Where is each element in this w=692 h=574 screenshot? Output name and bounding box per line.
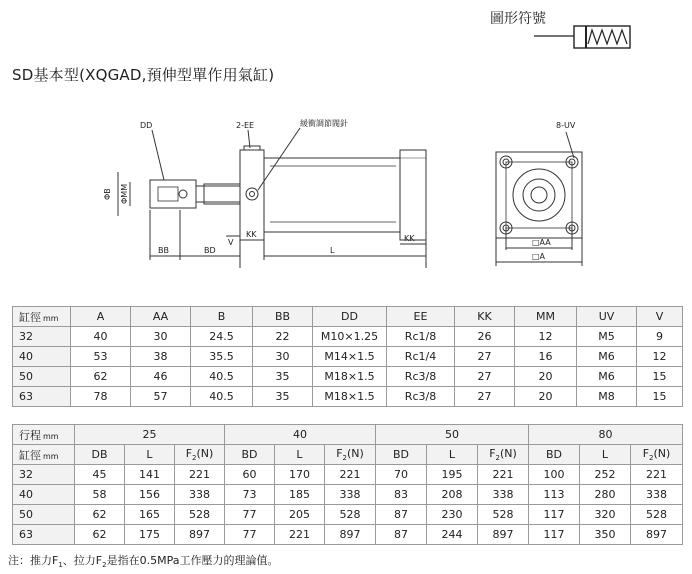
table-cell: 63 <box>13 387 71 407</box>
sub-header-bd: BD <box>529 445 580 465</box>
sub-header-l: L <box>275 445 325 465</box>
bore-cell: 32 <box>13 465 75 485</box>
dim-kk-front: KK <box>246 230 257 239</box>
dim-v: V <box>228 238 234 247</box>
table-row <box>13 485 683 505</box>
table-cell: 27 <box>455 347 515 367</box>
table-cell: 32 <box>13 327 71 347</box>
table-cell: 27 <box>455 387 515 407</box>
table-cell: Rc3/8 <box>387 387 455 407</box>
table-cell: 113 <box>529 485 580 505</box>
dim-aa: □AA <box>532 238 551 247</box>
table-cell: M14×1.5 <box>313 347 387 367</box>
spring-cylinder-symbol <box>530 22 640 54</box>
table-cell: 338 <box>325 485 376 505</box>
table-row <box>13 465 683 485</box>
dim-a: □A <box>532 252 546 261</box>
table-cell: 40 <box>13 347 71 367</box>
sub-header-db: DB <box>75 445 125 465</box>
table-header-cell: AA <box>131 307 191 327</box>
table-cell: 221 <box>275 525 325 545</box>
table-row <box>13 367 683 387</box>
table-cell: 528 <box>175 505 225 525</box>
table-cell: 897 <box>478 525 529 545</box>
table-cell: 38 <box>131 347 191 367</box>
table-cell: 280 <box>580 485 631 505</box>
bore-cell: 40 <box>13 485 75 505</box>
sub-header-l: L <box>125 445 175 465</box>
table-cell: Rc3/8 <box>387 367 455 387</box>
stroke-40-header: 40 <box>225 425 376 445</box>
table-cell: 12 <box>637 347 683 367</box>
table-row <box>13 327 683 347</box>
table-cell: 170 <box>275 465 325 485</box>
sub-header-f2: $F_2(N)$ <box>175 445 225 465</box>
table-cell: 221 <box>631 465 683 485</box>
table-cell: 897 <box>175 525 225 545</box>
table-cell: 57 <box>131 387 191 407</box>
table-cell: M18×1.5 <box>313 387 387 407</box>
table-cell: M6 <box>577 347 637 367</box>
table-cell: Rc1/4 <box>387 347 455 367</box>
bore-label-cell: 缸徑 mm <box>13 445 75 465</box>
table-cell: M18×1.5 <box>313 367 387 387</box>
table-row <box>13 347 683 367</box>
table-row <box>13 505 683 525</box>
table-header-row <box>13 307 683 327</box>
table-cell: 117 <box>529 505 580 525</box>
sub-header-row <box>13 445 683 465</box>
stroke-50-header: 50 <box>376 425 529 445</box>
table-cell: 83 <box>376 485 427 505</box>
table-cell: 350 <box>580 525 631 545</box>
table-cell: 40.5 <box>191 387 253 407</box>
table-cell: 221 <box>478 465 529 485</box>
dim-bd: BD <box>204 246 216 255</box>
table-cell: 22 <box>253 327 313 347</box>
table-cell: 35 <box>253 387 313 407</box>
table-cell: 156 <box>125 485 175 505</box>
table-cell: 62 <box>75 525 125 545</box>
table-row <box>13 387 683 407</box>
table-cell: 244 <box>427 525 478 545</box>
footnote: 注：推力$F_1$、拉力$F_2$是指在0.5MPa工作壓力的理論值。 <box>8 554 279 570</box>
table-cell: 87 <box>376 525 427 545</box>
table-cell: 15 <box>637 387 683 407</box>
table-cell: 208 <box>427 485 478 505</box>
table-cell: 26 <box>455 327 515 347</box>
table-header-cell: A <box>71 307 131 327</box>
table-header-cell: EE <box>387 307 455 327</box>
table-cell: 77 <box>225 525 275 545</box>
table-cell: 320 <box>580 505 631 525</box>
table-cell: 338 <box>175 485 225 505</box>
dim-bb: BB <box>158 246 169 255</box>
table-cell: 78 <box>71 387 131 407</box>
table-cell: 15 <box>637 367 683 387</box>
table-cell: 16 <box>515 347 577 367</box>
dim-dd: DD <box>140 121 153 130</box>
table-cell: 897 <box>631 525 683 545</box>
dim-l: L <box>330 246 335 255</box>
sub-header-bd: BD <box>225 445 275 465</box>
table-cell: 338 <box>478 485 529 505</box>
table-cell: M6 <box>577 367 637 387</box>
table-cell: 221 <box>325 465 376 485</box>
table-cell: 175 <box>125 525 175 545</box>
table-cell: M10×1.25 <box>313 327 387 347</box>
table-cell: 58 <box>75 485 125 505</box>
table-cell: 62 <box>75 505 125 525</box>
stroke-25-header: 25 <box>75 425 225 445</box>
table-header-cell: BB <box>253 307 313 327</box>
table-cell: 35 <box>253 367 313 387</box>
table-header-cell: UV <box>577 307 637 327</box>
table-cell: 30 <box>131 327 191 347</box>
bore-cell: 63 <box>13 525 75 545</box>
table-row <box>13 525 683 545</box>
table-header-cell: B <box>191 307 253 327</box>
page-title: SD基本型(XQGAD,預伸型單作用氣缸) <box>12 66 275 84</box>
table-cell: 53 <box>71 347 131 367</box>
stroke-header-row <box>13 425 683 445</box>
cushion-needle-note: 緩衝調節閥針 <box>300 119 348 128</box>
stroke-table <box>12 424 683 545</box>
table-cell: 70 <box>376 465 427 485</box>
table-cell: 30 <box>253 347 313 367</box>
symbol-label: 圖形符號 <box>490 11 546 27</box>
table-cell: 20 <box>515 367 577 387</box>
cylinder-drawing <box>0 110 692 300</box>
table-cell: 87 <box>376 505 427 525</box>
table-cell: 35.5 <box>191 347 253 367</box>
table-cell: 528 <box>478 505 529 525</box>
sub-header-f2: $F_2(N)$ <box>478 445 529 465</box>
table-cell: 50 <box>13 367 71 387</box>
table-cell: 100 <box>529 465 580 485</box>
table-header-cell: KK <box>455 307 515 327</box>
table-cell: 205 <box>275 505 325 525</box>
sub-header-l: L <box>580 445 631 465</box>
table-cell: 185 <box>275 485 325 505</box>
table-cell: 221 <box>175 465 225 485</box>
table-cell: 40 <box>71 327 131 347</box>
table-cell: Rc1/8 <box>387 327 455 347</box>
table-cell: 165 <box>125 505 175 525</box>
table-cell: 24.5 <box>191 327 253 347</box>
dim-kk-rear: KK <box>404 234 415 243</box>
bore-cell: 50 <box>13 505 75 525</box>
dim-phi-b: ΦB <box>103 188 112 200</box>
table-cell: 141 <box>125 465 175 485</box>
table-cell: 338 <box>631 485 683 505</box>
table-header-cell: 缸徑 mm <box>13 307 71 327</box>
table-cell: 60 <box>225 465 275 485</box>
dimension-table <box>12 306 683 407</box>
stroke-80-header: 80 <box>529 425 683 445</box>
table-header-cell: V <box>637 307 683 327</box>
table-cell: 46 <box>131 367 191 387</box>
table-cell: 528 <box>631 505 683 525</box>
table-cell: 9 <box>637 327 683 347</box>
dim-uv: 8-UV <box>556 121 576 130</box>
table-cell: 45 <box>75 465 125 485</box>
table-cell: 12 <box>515 327 577 347</box>
table-cell: 252 <box>580 465 631 485</box>
table-cell: 27 <box>455 367 515 387</box>
sub-header-bd: BD <box>376 445 427 465</box>
table-cell: 195 <box>427 465 478 485</box>
table-cell: 77 <box>225 505 275 525</box>
table-header-cell: DD <box>313 307 387 327</box>
dim-ee: 2-EE <box>236 121 255 130</box>
table-header-cell: MM <box>515 307 577 327</box>
stroke-label-cell: 行程 mm <box>13 425 75 445</box>
table-cell: 230 <box>427 505 478 525</box>
table-cell: 897 <box>325 525 376 545</box>
table-cell: 62 <box>71 367 131 387</box>
sub-header-l: L <box>427 445 478 465</box>
table-cell: 528 <box>325 505 376 525</box>
table-cell: 20 <box>515 387 577 407</box>
dim-phi-mm: ΦMM <box>120 183 129 204</box>
table-cell: 40.5 <box>191 367 253 387</box>
sub-header-f2: $F_2(N)$ <box>325 445 376 465</box>
table-cell: M8 <box>577 387 637 407</box>
table-cell: M5 <box>577 327 637 347</box>
sub-header-f2: $F_2(N)$ <box>631 445 683 465</box>
table-cell: 117 <box>529 525 580 545</box>
table-cell: 73 <box>225 485 275 505</box>
